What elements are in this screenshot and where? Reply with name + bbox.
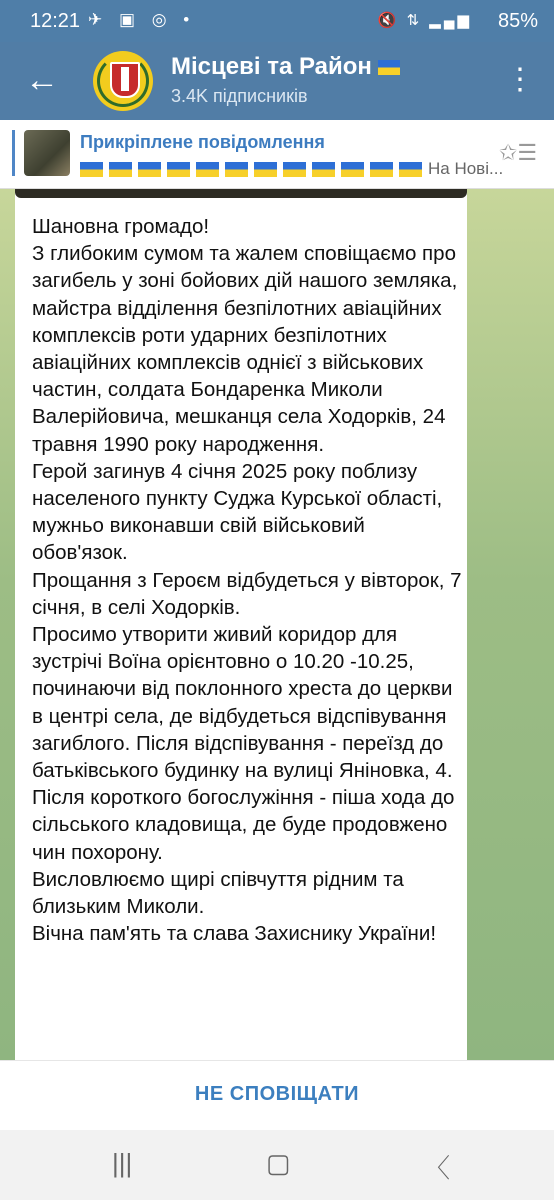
pinned-title: Прикріплене повідомлення (80, 132, 325, 152)
ukraine-flag-icon (370, 162, 393, 177)
notification-icons: ✈ ▣ ◎ • (88, 10, 196, 29)
battery-level: 85% (497, 10, 538, 32)
chat-area (0, 189, 554, 1060)
unpin-icon[interactable]: ✩☰ (498, 140, 538, 165)
status-bar (0, 0, 554, 42)
ukraine-flag-icon (167, 162, 190, 177)
ukraine-flag-icon (109, 162, 132, 177)
pinned-message-bar[interactable] (0, 120, 554, 189)
ukraine-flag-icon (196, 162, 219, 177)
ukraine-flag-icon (225, 162, 248, 177)
pinned-indicator (12, 130, 15, 176)
ukraine-flag-icon (378, 60, 400, 75)
pinned-preview-text: На Нові... (428, 159, 504, 178)
back-arrow-icon[interactable]: ← (25, 61, 59, 99)
channel-title-text: Місцеві та Район (171, 53, 372, 80)
more-menu-icon[interactable]: ⋮ (505, 63, 535, 96)
status-time: 12:21 (30, 10, 81, 32)
ukraine-flag-icon (138, 162, 161, 177)
bottom-bar (0, 1060, 554, 1131)
chat-header (0, 42, 554, 120)
pinned-preview (80, 159, 504, 179)
mute-button[interactable]: НЕ СПОВІЩАТИ (194, 1083, 360, 1105)
system-nav-bar (0, 1130, 554, 1200)
ukraine-flag-icon (312, 162, 335, 177)
ukraine-flag-icon (399, 162, 422, 177)
channel-avatar[interactable] (93, 51, 153, 111)
channel-title[interactable] (171, 53, 400, 81)
coat-of-arms-icon (110, 62, 140, 98)
ukraine-flag-icon (80, 162, 103, 177)
message-media-edge (15, 189, 467, 198)
ukraine-flag-icon (283, 162, 306, 177)
message-text: Шановна громадо! З глибоким сумом та жалем сповіщаємо про загибель у зоні бойових дій нашого земляка, майстра відділення безпілотних авіаційних комплексів роти ударних безпілотних авіаційних комплексів однієї з військових частин, солдата Бондаренка Миколи Валерійовича, мешканця села Ходорків, 24 травня 1990 року народження. Герой загинув 4 січня 2025 року поблизу населеного пункту Суджа Курської області, мужньо виконавши свій військовий обов'язок. Прощання з Героєм відбудеться у вівторок, 7 січня, в селі Ходорків. Просимо утворити живий коридор для зустрічі Воїна орієнтовно о 10.20 -10.25, починаючи від поклонного хреста до церкви в центрі села, де відбудеться відспівування загиблого. Після відспівування - переїзд до батьківського будинку на вулиці Яніновка, 4. Після короткого богослужіння - піша хода до сільського кладовища, де буде продовжено чин похорону. Висловлюємо щирі співчуття рідним та близьким Миколи. Вічна пам'ять та слава Захиснику України! (32, 215, 462, 946)
ukraine-flag-icon (341, 162, 364, 177)
signal-icons: 🔇 ⇅ ▂▄▆ (377, 12, 472, 29)
recents-icon[interactable]: ||| (112, 1148, 133, 1178)
ukraine-flag-icon (254, 162, 277, 177)
home-icon[interactable]: ▢ (266, 1148, 291, 1178)
pinned-thumbnail (24, 130, 70, 176)
back-nav-icon[interactable]: 〈 (424, 1153, 451, 1183)
subscriber-count: 3.4K підписників (171, 86, 308, 106)
message-bubble[interactable] (15, 189, 467, 1089)
